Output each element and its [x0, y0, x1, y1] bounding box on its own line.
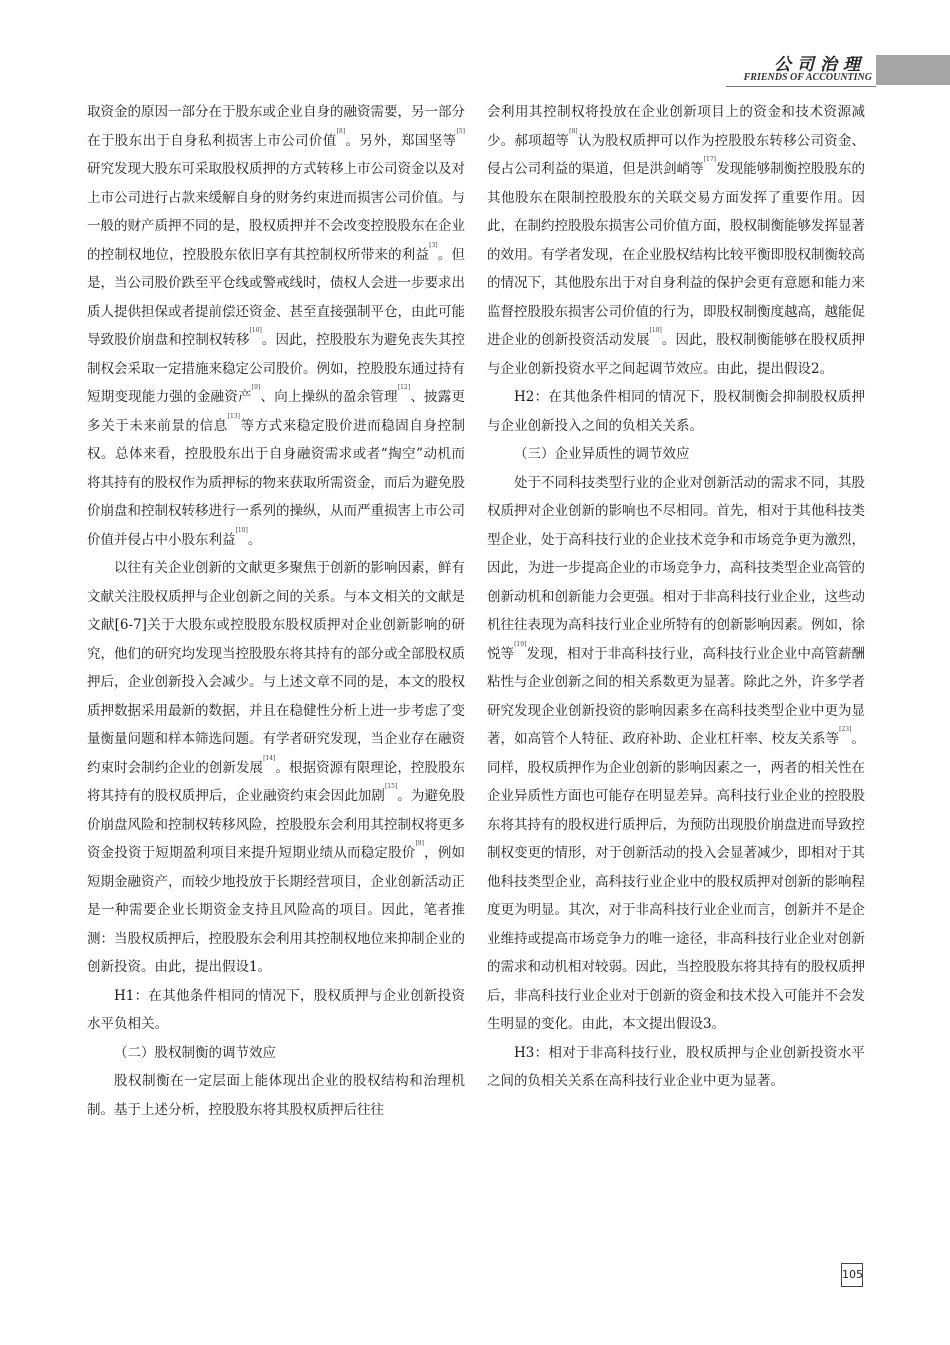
citation: [8] — [569, 127, 578, 135]
citation: [17] — [703, 156, 717, 163]
citation: [9] — [415, 840, 424, 847]
citation: [10] — [249, 327, 262, 334]
citation: [13] — [227, 412, 240, 420]
citation: [15] — [384, 783, 398, 790]
citation: [10] — [235, 526, 248, 534]
citation: [23] — [839, 726, 852, 733]
paragraph: 处于不同科技类型行业的企业对创新活动的需求不同，其股权质押对企业创新的影响也不尽相同。首先，相对于其他科技类型企业，处于高科技行业的企业技术竞争和市场竞争更为激烈，因此，为进一步提高企业的市场竞争力，高科技类型企业高管的创新动机和创新能力会更强。相对于非高科技行业企业，这些动机往往表现为高科技行业企业所特有的创新影响因素。例如，徐悦等[19]发现，相对于非高科技行业，高科技行业企业中高管薪酬粘性与企业创新之间的相关系数更为显著。除此之外，许多学者研究发现企业创新投资的影响因素多在高科技类型企业中更为显著，如高管个人特征、政府补助、企业杠杆率、校友关系等[23]。同样，股权质押作为企业创新的影响因素之一，两者的相关性在企业异质性方面也可能存在明显差异。高科技行业企业的控股股东将其持有的股权进行质押后，为预防出现股价崩盘进而导致控制权变更的情形，对于创新活动的投入会显著减少，即相对于其他科技类型企业，高科技行业企业中的股权质押对创新的影响程度更为明显。其次，对于非高科技行业企业而言，创新并不是企业维持或提高市场竞争力的唯一途径，非高科技行业企业对创新的需求和动机相对较弱。因此，当控股股东将其持有的股权质押后，非高科技行业企业对于创新的资金和技术投入可能并不会发生明显的变化。由此，本文提出假设3。 — [487, 474, 866, 1032]
paragraph: 会利用其控制权将投放在企业创新项目上的资金和技术资源减少。郝项超等[8]认为股权质押可以作为控股股东转移公司资金、侵占公司利益的渠道，但是洪剑峭等[17]发现能够制衡控股股东的其他股东在限制控股股东的关联交易方面发挥了重要作用。因此，在制约控股股东损害公司价值方面，股权制衡能够发挥显著的效用。有学者发现，在企业股权结构比较平衡即股权制衡较高的情况下，其他股东出于对自身利益的保护会更有意愿和能力来监督控股股东损害公司价值的行为，即股权制衡度越高，越能促进企业的创新投资活动发展[18]。因此，股权制衡能够在股权质押与企业创新投资水平之间起调节效应。由此，提出假设2。 — [487, 104, 866, 377]
paragraph: 取资金的原因一部分在于股东或企业自身的融资需要，另一部分在于股东出于自身私利损害上市公司价值[8]。另外，郑国坚等[5]研究发现大股东可采取股权质押的方式转移上市公司资金以及对上市公司进行占款来缓解自身的财务约束进而损害公司价值。与一般的财产质押不同的是，股权质押并不会改变控股股东在企业的控制权地位，控股股东依旧享有其控制权所带来的利益[3]。但是，当公司股价跌至平仓线或警戒线时，债权人会进一步要求出质人提供担保或者提前偿还资金、甚至直接强制平仓，由此可能导致股价崩盘和控制权转移[10]。因此，控股股东为避免丧失其控制权会采取一定措施来稳定公司股价。例如，控股股东通过持有短期变现能力强的金融资产[9]、向上操纵的盈余管理[12]、披露更多关于未来前景的信息[13]等方式来稳定股价进而稳固自身控制权。总体来看，控股股东出于自身融资需求或者“掏空”动机而将其持有的股权作为质押标的物来获取所需资金，而后为避免股价崩盘和控制权转移进行一系列的操纵，从而严重损害上市公司价值并侵占中小股东利益[10]。 — [87, 104, 466, 548]
citation: [3] — [429, 241, 438, 249]
citation: [12] — [397, 384, 411, 391]
citation: [18] — [649, 327, 662, 334]
section-heading: （三）企业异质性的调节效应 — [514, 446, 690, 462]
journal-name: FRIENDS OF ACCOUNTING — [743, 72, 872, 83]
citation: [8] — [336, 127, 346, 135]
hypothesis-h1: H1：在其他条件相同的情况下，股权质押与企业创新投资水平负相关。 — [87, 987, 465, 1032]
section-heading: （二）股权制衡的调节效应 — [114, 1044, 276, 1061]
citation: [19] — [514, 640, 527, 648]
citation: [5] — [456, 127, 466, 135]
journal-section-title: 公司治理 — [774, 55, 866, 75]
left-column — [87, 98, 465, 1124]
header-divider — [726, 86, 876, 87]
hypothesis-h2: H2：在其他条件相同的情况下，股权制衡会抑制股权质押与企业创新投入之间的负相关关系。 — [487, 389, 865, 434]
hypothesis-h3: H3：相对于非高科技行业，股权质押与企业创新投资水平之间的负相关关系在高科技行业企业中更为显著。 — [487, 1044, 865, 1089]
header-gray-bar — [876, 55, 950, 85]
right-column — [487, 98, 865, 1096]
paragraph: 股权制衡在一定层面上能体现出企业的股权结构和治理机制。基于上述分析，控股股东将其股权质押后往往 — [87, 1073, 465, 1118]
citation: [9] — [251, 384, 261, 391]
page-number: 105 — [841, 1263, 863, 1287]
citation: [14] — [263, 754, 276, 762]
paragraph: 以往有关企业创新的文献更多聚焦于创新的影响因素，鲜有文献关注股权质押与企业创新之间的关系。与本文相关的文献是文献[6-7]关于大股东或控股股东股权质押对企业创新影响的研究，他们的研究均发现当控股股东将其持有的部分或全部股权质押后，企业创新投入会减少。与上述文章不同的是，本文的股权质押数据采用最新的数据，并且在稳健性分析上进一步考虑了变量衡量问题和样本筛选问题。有学者研究发现，当企业存在融资约束时会制约企业的创新发展[14]。根据资源有限理论，控股股东将其持有的股权质押后，企业融资约束会因此加剧[15]。为避免股价崩盘风险和控制权转移风险，控股股东会利用其控制权将更多资金投资于短期盈利项目来提升短期业绩从而稳定股价[9]，例如短期金融资产，而较少地投放于长期经营项目，企业创新活动正是一种需要企业长期资金支持且风险高的项目。因此，笔者推测：当股权质押后，控股股东会利用其控制权地位来抑制企业的创新投资。由此，提出假设1。 — [87, 560, 466, 975]
